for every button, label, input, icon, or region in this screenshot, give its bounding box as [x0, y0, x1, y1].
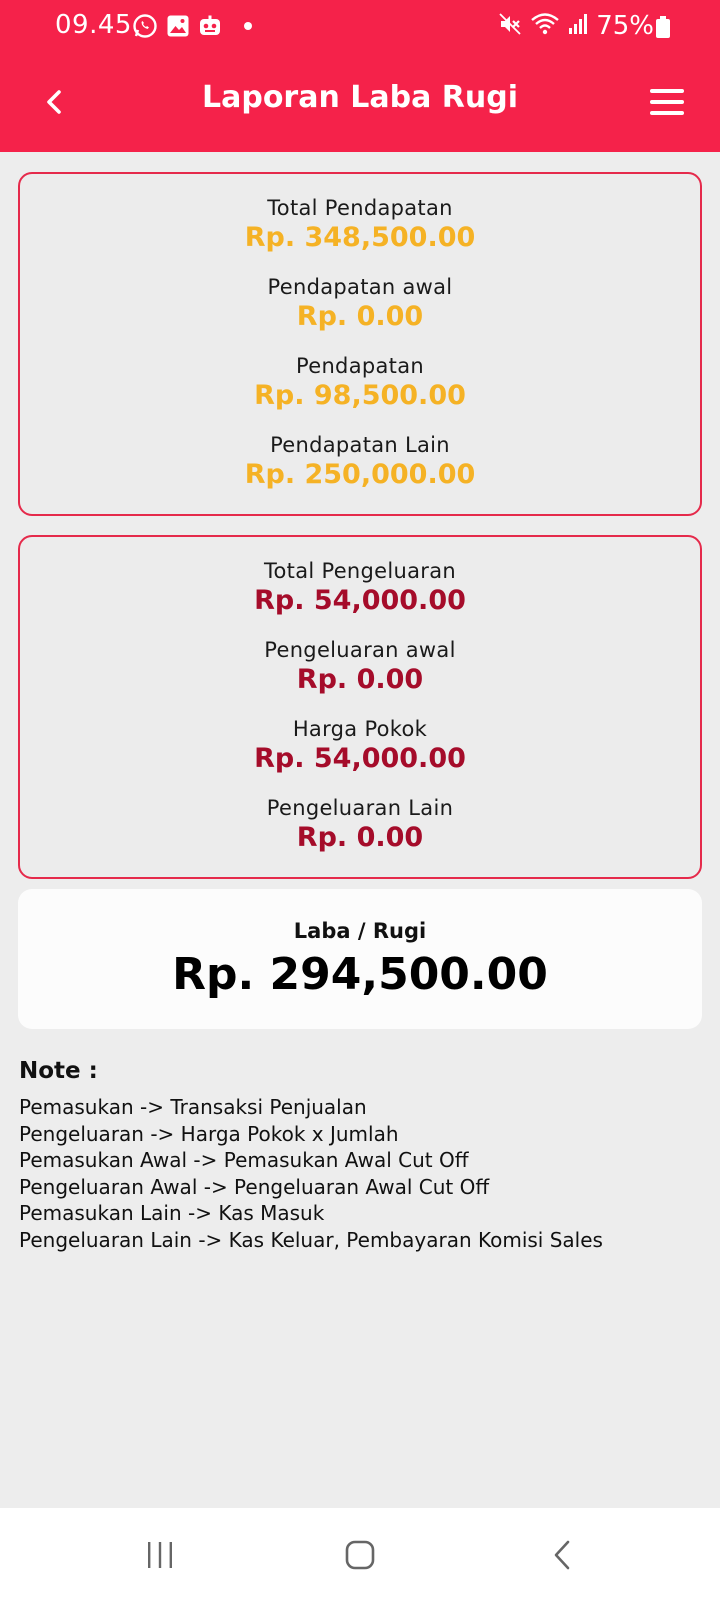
income-rows	[20, 196, 700, 512]
battery-icon	[656, 16, 670, 38]
back-icon	[550, 1539, 574, 1571]
row-value: Rp. 348,500.00	[244, 222, 476, 253]
status-left-icons	[132, 12, 252, 40]
hamburger-line	[650, 111, 684, 115]
expense-card	[18, 535, 702, 879]
row-value: Rp. 0.00	[296, 664, 424, 695]
income-row-awal	[20, 275, 700, 354]
gallery-icon	[166, 14, 190, 38]
row-label: Total Pengeluaran	[263, 559, 457, 583]
hamburger-menu-button[interactable]	[650, 82, 690, 122]
wifi-icon	[530, 12, 560, 40]
note-section	[19, 1058, 699, 1253]
income-card	[18, 172, 702, 516]
row-value: Rp. 250,000.00	[244, 459, 476, 490]
expense-row-lain	[20, 796, 700, 875]
row-label: Harga Pokok	[292, 717, 428, 741]
note-title: Note :	[19, 1058, 98, 1084]
row-label: Pengeluaran Lain	[266, 796, 454, 820]
page-title: Laporan Laba Rugi	[201, 80, 519, 115]
home-icon	[344, 1539, 376, 1571]
income-row-total	[20, 196, 700, 275]
robot-icon	[198, 14, 222, 38]
row-label: Pendapatan	[296, 354, 424, 378]
note-line: Pemasukan Lain -> Kas Masuk	[19, 1201, 325, 1225]
row-label: Pendapatan awal	[267, 275, 453, 299]
note-line: Pengeluaran Awal -> Pengeluaran Awal Cut Off	[19, 1174, 490, 1199]
recent-apps-button[interactable]	[130, 1532, 190, 1578]
expense-row-harga-pokok	[20, 717, 700, 796]
notification-dot-icon	[244, 22, 252, 30]
mute-icon	[498, 12, 522, 40]
row-label: Total Pendapatan	[267, 196, 453, 220]
row-value: Rp. 0.00	[296, 822, 424, 853]
expense-rows	[20, 559, 700, 875]
row-value: Rp. 54,000.00	[254, 585, 466, 616]
home-button[interactable]	[330, 1532, 390, 1578]
note-line: Pengeluaran -> Harga Pokok x Jumlah	[19, 1121, 399, 1146]
whatsapp-icon	[132, 13, 158, 39]
status-time: 09.45	[55, 10, 132, 40]
expense-row-awal	[20, 638, 700, 717]
expense-row-total	[20, 559, 700, 638]
recent-apps-icon	[144, 1540, 176, 1570]
hamburger-menu-icon	[650, 89, 684, 93]
row-value: Rp. 98,500.00	[254, 380, 466, 411]
profit-value: Rp. 294,500.00	[172, 949, 548, 1000]
profit-card	[18, 889, 702, 1029]
profit-label: Laba / Rugi	[293, 919, 427, 943]
row-label: Pendapatan Lain	[270, 433, 450, 457]
income-row-lain	[20, 433, 700, 512]
row-value: Rp. 0.00	[296, 301, 424, 332]
hamburger-line	[650, 100, 684, 104]
app-bar	[0, 52, 720, 152]
battery-percentage: 75%	[596, 11, 654, 41]
status-bar	[0, 0, 720, 52]
note-line: Pemasukan Awal -> Pemasukan Awal Cut Off	[19, 1148, 469, 1172]
row-label: Pengeluaran awal	[264, 638, 456, 662]
row-value: Rp. 54,000.00	[254, 743, 466, 774]
note-line: Pengeluaran Lain -> Kas Keluar, Pembayaran Komisi Sales	[19, 1227, 603, 1252]
header	[0, 0, 720, 152]
system-back-button[interactable]	[532, 1532, 592, 1578]
signal-icon	[568, 12, 588, 40]
system-nav-bar	[0, 1508, 720, 1600]
status-right-icons	[498, 12, 654, 40]
income-row-pendapatan	[20, 354, 700, 433]
note-line: Pemasukan -> Transaksi Penjualan	[19, 1095, 367, 1119]
